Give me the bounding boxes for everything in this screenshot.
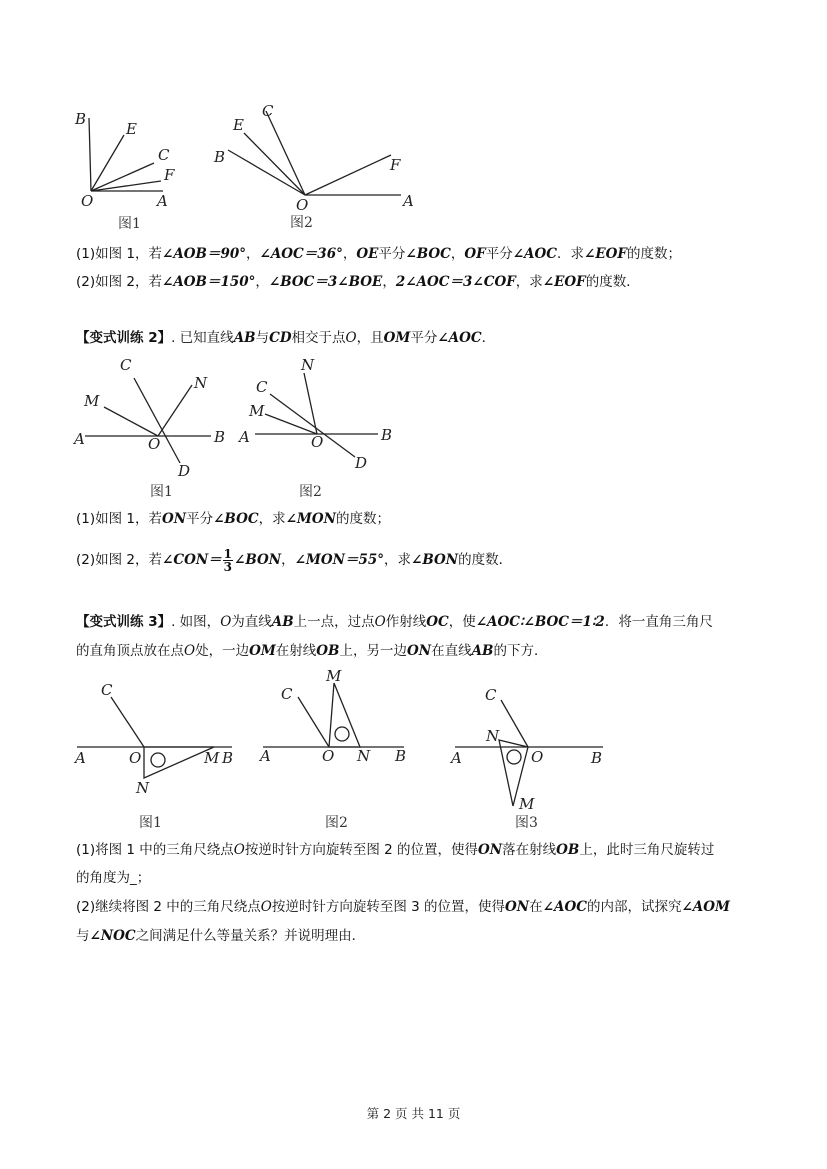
text: . 如图，	[171, 614, 221, 630]
section-heading: 【变式训练 2】	[76, 330, 172, 346]
text: 相交于点	[291, 330, 346, 346]
figure-1-1	[70, 105, 190, 235]
label-b: B	[75, 110, 87, 128]
ray-ob	[89, 118, 91, 191]
label-a: A	[403, 192, 414, 210]
problem1-question1	[76, 244, 681, 264]
ray-oc	[298, 697, 329, 747]
text: . 已知直线	[171, 330, 234, 346]
label-b: B	[381, 426, 393, 444]
text: 的内部，试探究	[586, 899, 682, 915]
text: 按逆时针方向旋转至图 2 的位置，使得	[244, 842, 479, 858]
ray-on	[158, 385, 192, 436]
caption-fig2: 图2	[290, 215, 313, 231]
math: ∠BON	[234, 552, 282, 568]
figure-3-1	[70, 678, 245, 838]
variant3-question1	[76, 840, 714, 860]
text: 在	[529, 899, 543, 915]
text: ，	[255, 274, 269, 290]
text: 上，另一边	[339, 643, 407, 659]
figure-3-2-svg	[255, 668, 430, 838]
math: O	[184, 643, 196, 659]
section-heading: 【变式训练 3】	[76, 614, 172, 630]
math: ∠AOC＝36°	[259, 246, 343, 262]
caption-fig1: 图1	[139, 815, 162, 831]
text: 为直线	[231, 614, 272, 630]
math: ON	[162, 511, 187, 527]
label-n: N	[136, 779, 150, 797]
label-m: M	[204, 749, 220, 767]
label-d: D	[178, 462, 191, 480]
text: 处，一边	[195, 643, 250, 659]
text: 的度数．	[458, 552, 513, 568]
caption-fig1: 图1	[118, 216, 141, 232]
text: ，求	[258, 511, 286, 527]
math: ∠CON＝	[162, 552, 222, 568]
label-c: C	[256, 378, 268, 396]
label-f: F	[164, 166, 175, 184]
text: ，且	[356, 330, 384, 346]
text: 与	[255, 330, 270, 346]
label-a: A	[260, 747, 271, 765]
text: 落在射线	[502, 842, 557, 858]
figure-2-1-svg	[70, 352, 240, 502]
label-c: C	[485, 686, 497, 704]
ray-oe	[91, 135, 124, 191]
text: 的角度为_；	[76, 870, 151, 886]
label-o: O	[148, 435, 161, 453]
figure-1-2-svg	[210, 100, 430, 235]
label-n: N	[357, 747, 371, 765]
math: ∠BOC	[213, 511, 259, 527]
figure-3-3-svg	[445, 678, 620, 838]
math: ∠AOC∶∠BOC＝1∶2	[475, 614, 605, 630]
label-o: O	[129, 749, 142, 767]
variant2-question1	[76, 509, 390, 529]
set-square-hole	[507, 750, 521, 764]
math: CD	[269, 330, 292, 346]
math: O	[220, 614, 232, 630]
text: ，	[342, 246, 357, 262]
set-square	[329, 683, 360, 747]
text: ．将一直角三角尺	[604, 614, 713, 630]
ray-of	[305, 155, 391, 195]
caption-fig2: 图2	[325, 815, 348, 831]
math: OM	[383, 330, 411, 346]
label-b: B	[395, 747, 407, 765]
math: ON	[505, 899, 530, 915]
text: 的度数；	[627, 246, 681, 262]
text: ，	[382, 274, 396, 290]
math: O	[260, 899, 272, 915]
math: ∠EOF	[584, 246, 627, 262]
ray-on	[304, 373, 317, 434]
page-footer: 第 2 页 共 11 页	[366, 1106, 461, 1121]
math: ∠BOC	[405, 246, 451, 262]
figure-1-1-svg	[70, 105, 190, 235]
figure-3-1-svg	[70, 678, 245, 838]
math: OE	[356, 246, 379, 262]
label-a: A	[75, 749, 86, 767]
label-c: C	[262, 102, 274, 120]
ray-oc	[266, 111, 305, 195]
label-b: B	[591, 749, 603, 767]
variant2-statement	[76, 328, 495, 348]
label-c: C	[120, 356, 132, 374]
text: 上一点，过点	[293, 614, 375, 630]
fraction-one-third	[223, 548, 233, 573]
figure-3-2	[255, 668, 430, 838]
label-m: M	[249, 402, 265, 420]
text: 上，此时三角尺旋转过	[579, 842, 715, 858]
text: 与	[76, 928, 90, 944]
label-m: M	[326, 667, 342, 685]
figure-2-2-svg	[235, 352, 405, 502]
text: 的直角顶点放在点	[76, 643, 184, 659]
math: AB	[233, 330, 256, 346]
label-o: O	[311, 433, 324, 451]
label-o: O	[81, 192, 94, 210]
text: ，	[450, 246, 465, 262]
label-n: N	[486, 727, 500, 745]
text: 的度数．	[585, 274, 640, 290]
text: (1)如图 1，若	[76, 246, 163, 262]
text: (1)如图 1，若	[76, 511, 163, 527]
label-c: C	[281, 685, 293, 703]
text: 平分	[378, 246, 406, 262]
math: ON	[478, 842, 503, 858]
math: ∠AOC	[437, 330, 482, 346]
text: (2)继续将图 2 中的三角尺绕点	[76, 899, 261, 915]
label-n: N	[301, 356, 315, 374]
label-b: B	[214, 148, 226, 166]
text: 的度数；	[335, 511, 390, 527]
ray-om	[265, 414, 317, 434]
fraction-denominator: 3	[223, 559, 233, 574]
math: OB	[556, 842, 580, 858]
figure-1-2	[210, 100, 430, 235]
text: 平分	[410, 330, 438, 346]
math: 2∠AOC＝3∠COF	[395, 274, 516, 290]
math: ∠AOC	[542, 899, 587, 915]
text: 在射线	[275, 643, 317, 659]
math: ∠NOC	[89, 928, 136, 944]
text: 在直线	[431, 643, 472, 659]
text: ．求	[557, 246, 585, 262]
ray-oc	[501, 700, 528, 747]
math: AB	[271, 614, 294, 630]
text: (2)如图 2，若	[76, 274, 163, 290]
label-a: A	[239, 428, 250, 446]
text: ．	[481, 330, 496, 346]
math: ∠AOM	[681, 899, 730, 915]
math: OB	[316, 643, 340, 659]
label-a: A	[157, 192, 168, 210]
text: (1)将图 1 中的三角尺绕点	[76, 842, 234, 858]
caption-fig1: 图1	[150, 484, 173, 500]
math: OM	[249, 643, 276, 659]
math: OF	[464, 246, 486, 262]
math: O	[374, 614, 386, 630]
label-b: B	[214, 428, 226, 446]
variant3-question2-cont	[76, 926, 365, 946]
label-f: F	[390, 156, 401, 174]
variant3-statement-line1	[76, 612, 713, 632]
text: ，使	[448, 614, 476, 630]
label-o: O	[531, 748, 544, 766]
math: ∠AOB＝90°	[162, 246, 247, 262]
text: ，求	[384, 552, 412, 568]
set-square-hole	[151, 753, 165, 767]
fraction-numerator: 1	[223, 546, 233, 561]
variant3-statement-line2	[76, 641, 547, 661]
ray-oc	[111, 697, 144, 747]
math: OC	[426, 614, 449, 630]
problem1-question2	[76, 272, 640, 292]
text: 平分	[485, 246, 513, 262]
set-square-hole	[335, 727, 349, 741]
variant3-question2	[76, 897, 730, 917]
math: ∠AOC	[512, 246, 558, 262]
text: 的下方．	[493, 643, 548, 659]
math: O	[233, 842, 245, 858]
text: 作射线	[385, 614, 427, 630]
text: ，求	[515, 274, 543, 290]
label-o: O	[322, 747, 335, 765]
label-e: E	[126, 120, 137, 138]
label-n: N	[194, 374, 208, 392]
caption-fig3: 图3	[515, 815, 538, 831]
caption-fig2: 图2	[299, 484, 322, 500]
label-m: M	[519, 795, 535, 813]
math: AB	[471, 643, 494, 659]
label-c: C	[158, 146, 170, 164]
text: 之间满足什么等量关系？并说明理由．	[135, 928, 366, 944]
math: ∠MON＝55°	[294, 552, 385, 568]
math: ∠BOC＝3∠BOE	[268, 274, 383, 290]
variant3-question1-cont	[76, 868, 150, 888]
text: (2)如图 2，若	[76, 552, 163, 568]
variant2-question2	[76, 543, 512, 577]
label-c: C	[101, 681, 113, 699]
figure-2-1	[70, 352, 240, 502]
math: ON	[406, 643, 432, 659]
math: O	[345, 330, 357, 346]
text: 按逆时针方向旋转至图 3 的位置，使得	[271, 899, 506, 915]
math: ∠BON	[411, 552, 459, 568]
label-m: M	[84, 392, 100, 410]
text: ，	[281, 552, 295, 568]
figure-3-3	[445, 678, 620, 838]
label-b: B	[222, 749, 234, 767]
label-o: O	[296, 196, 309, 214]
label-a: A	[451, 749, 462, 767]
label-a: A	[74, 430, 85, 448]
label-d: D	[355, 454, 368, 472]
math: ∠AOB＝150°	[162, 274, 256, 290]
figure-2-2	[235, 352, 405, 502]
ray-om	[104, 407, 158, 436]
math: ∠MON	[285, 511, 336, 527]
text: 平分	[186, 511, 214, 527]
label-e: E	[233, 116, 244, 134]
math: ∠EOF	[542, 274, 586, 290]
text: ，	[246, 246, 260, 262]
